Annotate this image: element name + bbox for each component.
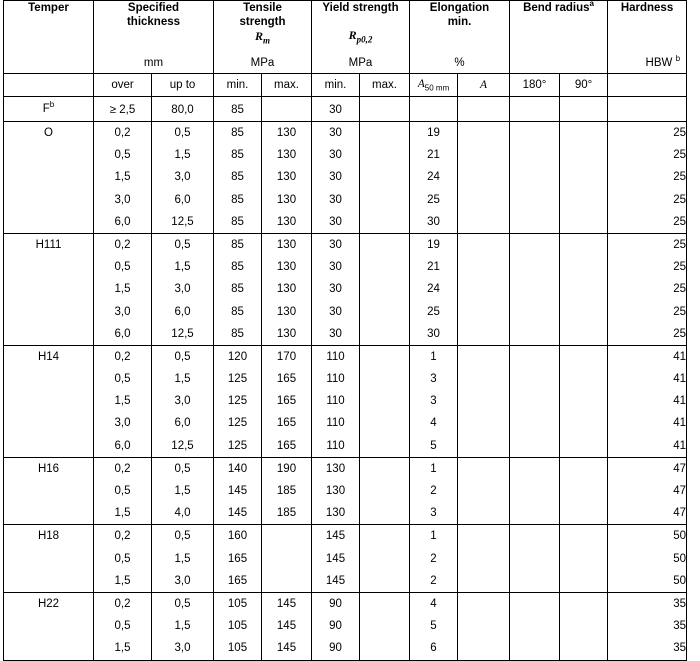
cell-ymin: 30 30 30 30 30	[312, 233, 360, 345]
subheader-yield-min: min.	[312, 74, 360, 97]
tensile-symbol: $R_m$	[254, 29, 271, 46]
cell-tmin: 85	[214, 97, 262, 122]
cell-a50: 1 3 3 4 5	[410, 345, 458, 457]
cell-over: 0,2 0,5 1,5	[94, 592, 152, 660]
cell-ymax	[360, 592, 410, 660]
cell-upto: 0,5 1,5 3,0	[152, 525, 214, 593]
hardness-header-label: Hardness	[620, 2, 674, 14]
elongation-unit: %	[454, 57, 465, 69]
cell-upto: 0,5 1,5 3,0 6,0 12,5	[152, 345, 214, 457]
cell-upto: 0,5 1,5 3,0	[152, 592, 214, 660]
col-header-thickness	[94, 1, 214, 74]
temper-header-label: Temper	[28, 2, 69, 14]
cell-a50: 1 2 3	[410, 457, 458, 525]
cell-b90	[560, 592, 608, 660]
elongation-header-min: min.	[447, 16, 472, 28]
cell-b90	[560, 457, 608, 525]
cell-tmax: 170 165 165 165 165	[262, 345, 312, 457]
cell-b90	[560, 97, 608, 122]
cell-a50	[410, 97, 458, 122]
cell-ymin: 90 90 90	[312, 592, 360, 660]
cell-hardness: 50 50 50	[608, 525, 687, 593]
tensile-unit: MPa	[250, 57, 275, 69]
cell-tmin: 85 85 85 85 85	[214, 233, 262, 345]
cell-ymin: 30	[312, 97, 360, 122]
cell-tmax: 145 145 145	[262, 592, 312, 660]
cell-ymax	[360, 525, 410, 593]
cell-hardness	[608, 97, 687, 122]
hardness-unit: HBW $^b$	[645, 54, 681, 69]
temper-cell: H14	[4, 345, 94, 457]
temper-cell: O	[4, 122, 94, 234]
cell-upto: 0,5 1,5 4,0	[152, 457, 214, 525]
cell-ymax	[360, 122, 410, 234]
subheader-180: 180°	[510, 74, 560, 97]
subheader-over: over	[94, 74, 152, 97]
thickness-unit: mm	[143, 57, 164, 69]
cell-tmin: 160 165 165	[214, 525, 262, 593]
mechanical-properties-table	[3, 0, 687, 661]
temper-cell: $F^b$	[4, 97, 94, 122]
cell-b180	[510, 345, 560, 457]
cell-tmin: 85 85 85 85 85	[214, 122, 262, 234]
cell-b180	[510, 592, 560, 660]
cell-over: 0,2 0,5 1,5 3,0 6,0	[94, 345, 152, 457]
subheader-a: A	[458, 74, 510, 97]
cell-a50: 19 21 24 25 30	[410, 233, 458, 345]
cell-a	[458, 97, 510, 122]
cell-b90	[560, 122, 608, 234]
table-row	[4, 97, 687, 122]
subheader-up-to: up to	[152, 74, 214, 97]
cell-hardness: 25 25 25 25 25	[608, 122, 687, 234]
temper-cell: H18	[4, 525, 94, 593]
cell-tmax	[262, 525, 312, 593]
col-header-bend-radius	[510, 1, 608, 74]
cell-hardness: 41 41 41 41 41	[608, 345, 687, 457]
cell-upto: 0,5 1,5 3,0 6,0 12,5	[152, 233, 214, 345]
col-header-elongation	[410, 1, 510, 74]
table-row	[4, 525, 687, 593]
header-row	[4, 1, 687, 74]
cell-upto: 0,5 1,5 3,0 6,0 12,5	[152, 122, 214, 234]
table-row	[4, 122, 687, 234]
cell-b180	[510, 525, 560, 593]
cell-a	[458, 345, 510, 457]
cell-over: ≥ 2,5	[94, 97, 152, 122]
cell-ymin: 30 30 30 30 30	[312, 122, 360, 234]
cell-ymin: 145 145 145	[312, 525, 360, 593]
cell-ymax	[360, 97, 410, 122]
cell-upto: 80,0	[152, 97, 214, 122]
tensile-header-label: Tensile strength	[239, 2, 286, 28]
cell-over: 0,2 0,5 1,5 3,0 6,0	[94, 122, 152, 234]
subheader-90: 90°	[560, 74, 608, 97]
table-row	[4, 457, 687, 525]
cell-over: 0,2 0,5 1,5 3,0 6,0	[94, 233, 152, 345]
cell-a50: 4 5 6	[410, 592, 458, 660]
cell-hardness: 47 47 47	[608, 457, 687, 525]
temper-cell: H111	[4, 233, 94, 345]
cell-tmax: 130 130 130 130 130	[262, 233, 312, 345]
cell-b90	[560, 233, 608, 345]
cell-a50: 19 21 24 25 30	[410, 122, 458, 234]
col-header-yield	[312, 1, 410, 74]
col-header-temper	[4, 1, 94, 74]
cell-a	[458, 525, 510, 593]
cell-tmin: 140 145 145	[214, 457, 262, 525]
cell-a	[458, 592, 510, 660]
yield-symbol: $R_{p0,2}$	[348, 28, 373, 45]
cell-tmax: 190 185 185	[262, 457, 312, 525]
yield-header-label: Yield strength	[322, 2, 399, 14]
cell-tmax	[262, 97, 312, 122]
subheader-hardness-blank	[608, 74, 687, 97]
table-row	[4, 233, 687, 345]
cell-b180	[510, 233, 560, 345]
cell-tmin: 120 125 125 125 125	[214, 345, 262, 457]
temper-cell: H16	[4, 457, 94, 525]
cell-hardness: 25 25 25 25 25	[608, 233, 687, 345]
cell-a	[458, 122, 510, 234]
cell-ymax	[360, 233, 410, 345]
subheader-yield-max: max.	[360, 74, 410, 97]
temper-cell: H22	[4, 592, 94, 660]
table-row	[4, 345, 687, 457]
cell-a	[458, 457, 510, 525]
thickness-header-label: Specified thickness	[126, 2, 181, 28]
cell-a50: 1 2 2	[410, 525, 458, 593]
subheader-row	[4, 74, 687, 97]
cell-b180	[510, 457, 560, 525]
cell-over: 0,2 0,5 1,5	[94, 457, 152, 525]
subheader-tensile-max: max.	[262, 74, 312, 97]
subheader-tensile-min: min.	[214, 74, 262, 97]
cell-b180	[510, 122, 560, 234]
cell-b90	[560, 345, 608, 457]
cell-ymax	[360, 457, 410, 525]
col-header-hardness	[608, 1, 687, 74]
bend-header-label: Bend radius$^a$	[523, 0, 594, 14]
cell-a	[458, 233, 510, 345]
cell-hardness: 35 35 35	[608, 592, 687, 660]
cell-b90	[560, 525, 608, 593]
col-header-tensile	[214, 1, 312, 74]
cell-ymin: 110 110 110 110 110	[312, 345, 360, 457]
table-row	[4, 592, 687, 660]
cell-ymin: 130 130 130	[312, 457, 360, 525]
subheader-temper-blank	[4, 74, 94, 97]
cell-tmax: 130 130 130 130 130	[262, 122, 312, 234]
cell-tmin: 105 105 105	[214, 592, 262, 660]
cell-b180	[510, 97, 560, 122]
elongation-header-label: Elongation	[429, 2, 490, 14]
cell-ymax	[360, 345, 410, 457]
yield-unit: MPa	[348, 57, 373, 69]
subheader-a50: $A_{50 mm}$	[410, 74, 458, 97]
cell-over: 0,2 0,5 1,5	[94, 525, 152, 593]
